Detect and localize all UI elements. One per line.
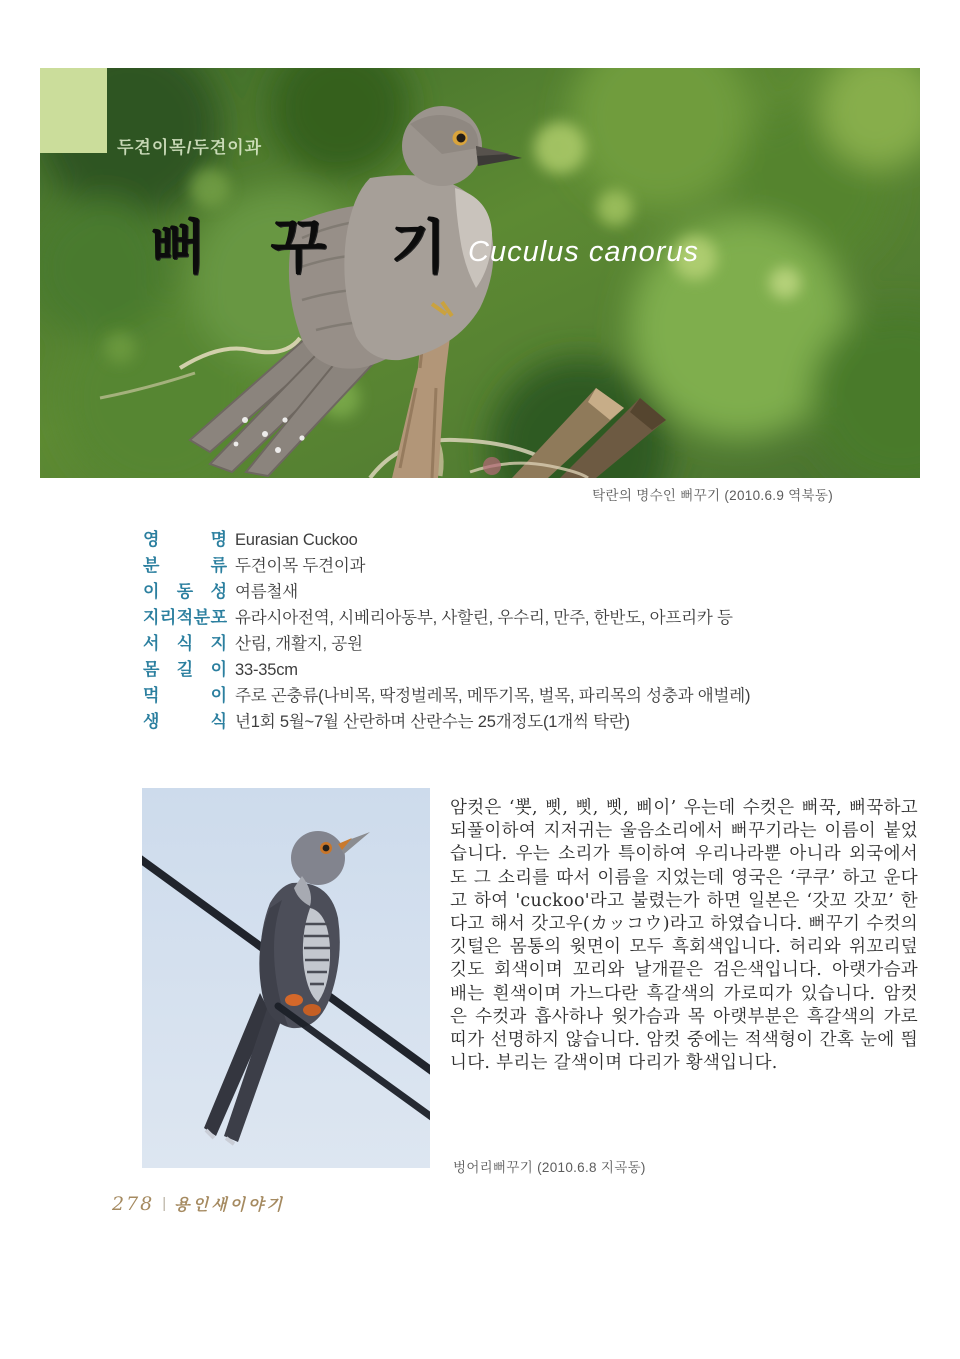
scientific-name: Cuculus canorus xyxy=(468,236,699,268)
spec-value: 두견이목 두견이과 xyxy=(235,557,366,575)
secondary-photo-illustration xyxy=(142,788,430,1168)
spec-row xyxy=(143,553,923,579)
spec-row xyxy=(143,605,923,631)
spec-label: 몸 길 이 xyxy=(143,660,227,679)
spec-label: 서 식 지 xyxy=(143,634,227,653)
spec-row xyxy=(143,657,923,683)
spec-label: 생 식 xyxy=(143,712,227,731)
spec-label: 이 동 성 xyxy=(143,582,227,601)
spec-table xyxy=(143,527,923,735)
spec-row xyxy=(143,709,923,735)
spec-value: 주로 곤충류(나비목, 딱정벌레목, 메뚜기목, 벌목, 파리목의 성충과 애벌레) xyxy=(235,687,751,705)
order-family-label: 두견이목/두견이과 xyxy=(117,138,263,157)
spec-label: 지 리 적 분 포 xyxy=(143,608,227,627)
spec-value: 년1회 5월~7월 산란하며 산란수는 25개정도(1개씩 탁란) xyxy=(235,713,630,731)
spec-row xyxy=(143,579,923,605)
spec-row xyxy=(143,683,923,709)
page-footer xyxy=(112,1192,285,1215)
book-title: 용인새이야기 xyxy=(174,1195,285,1214)
footer-separator: | xyxy=(162,1195,167,1212)
spec-value: Eurasian Cuckoo xyxy=(235,531,358,549)
spec-value: 산림, 개활지, 공원 xyxy=(235,635,363,653)
secondary-photo-cuckoo-on-wire xyxy=(142,788,430,1168)
spec-value: 여름철새 xyxy=(235,583,298,601)
page-title: 뻐 꾸 기 xyxy=(150,213,469,281)
spec-row xyxy=(143,631,923,657)
spec-label: 분 류 xyxy=(143,556,227,575)
spec-value: 33-35cm xyxy=(235,661,298,679)
hero-photo-caption: 탁란의 명수인 뻐꾸기 (2010.6.9 역북동) xyxy=(592,488,833,503)
spec-value: 유라시아전역, 시베리아동부, 사할린, 우수리, 만주, 한반도, 아프리카 등 xyxy=(235,609,733,627)
spec-row xyxy=(143,527,923,553)
article-body-text: 암컷은 ‘뽓, 삣, 삣, 삣, 삐이’ 우는데 수컷은 뻐꾹, 뻐꾹하고 되풀이하여 지저귀는 울음소리에서 뻐꾸기라는 이름이 붙었습니다. 우는 소리가 특이하여 우리나라뿐 아니라 외국에서도 그 소리를 따서 이름을 지었는데 영국은 ‘쿠쿠’ 하고 운다고 하여 'cuckoo'라고 불렸는가 하면 일본은 ‘갓꼬 갓꼬’ 한다고 해서 갓고우(カッコウ)라고 하였습니다. 뻐꾸기 수컷의 깃털은 몸통의 윗면이 모두 흑회색입니다. 허리와 위꼬리덮깃도 회색이며 꼬리와 날개끝은 검은색입니다. 아랫가슴과 배는 흰색이며 가느다란 흑갈색의 가로띠가 있습니다. 암컷은 수컷과 흡사하나 윗가슴과 목 아랫부분은 흑갈색의 가로띠가 선명하지 않습니다. 암컷 중에는 적색형이 간혹 눈에 띕니다. 부리는 갈색이며 다리가 황색입니다. xyxy=(450,798,918,1074)
secondary-photo-caption: 벙어리뻐꾸기 (2010.6.8 지곡동) xyxy=(453,1160,646,1175)
spec-label: 영 명 xyxy=(143,530,227,549)
spec-label: 먹 이 xyxy=(143,686,227,705)
chapter-tab xyxy=(40,68,107,153)
page-number: 278 xyxy=(112,1192,155,1215)
